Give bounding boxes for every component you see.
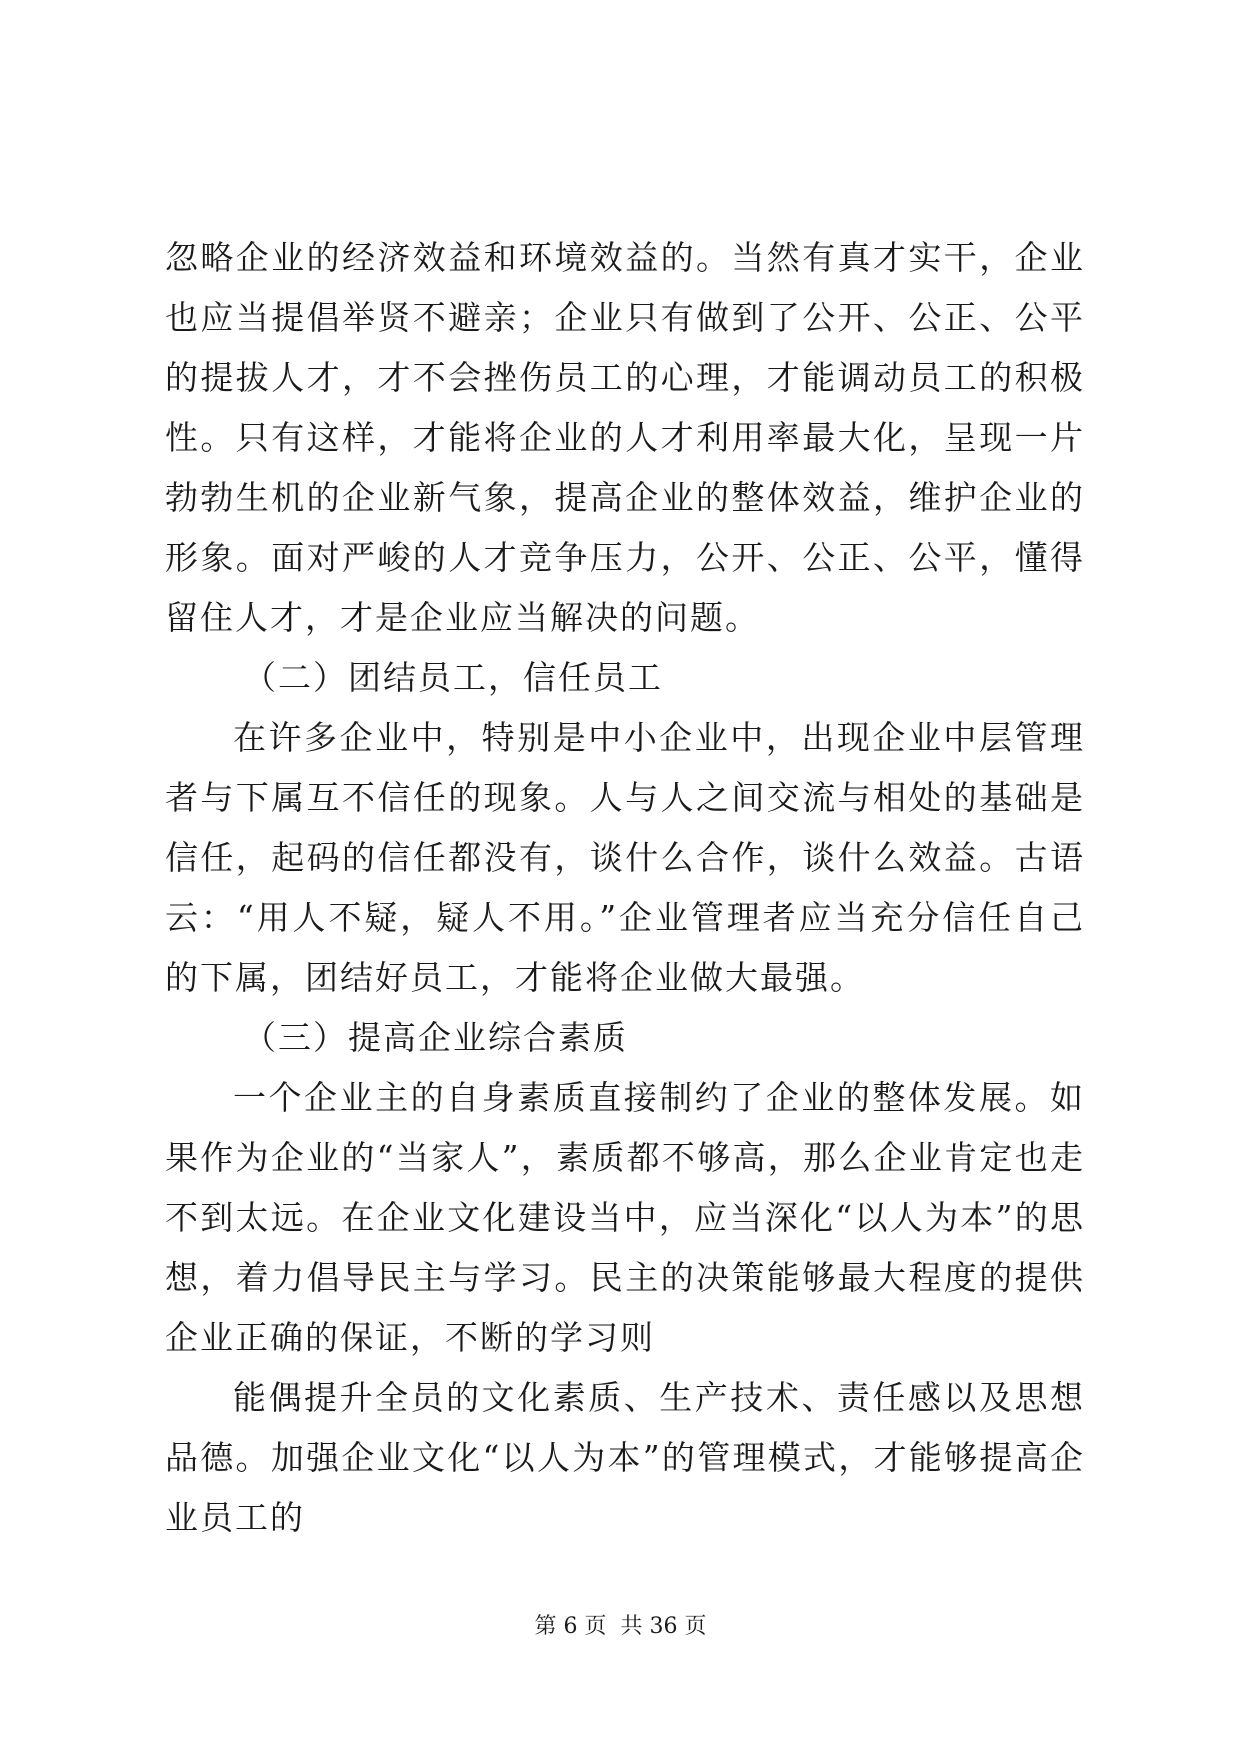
paragraph-continued: 忽略企业的经济效益和环境效益的。当然有真才实干，企业也应当提倡举贤不避亲；企业只有做到了公开、公正、公平的提拔人才，才不会挫伤员工的心理，才能调动员工的积极性。只有这样，才能将企业的人才利用率最大化，呈现一片勃勃生机的企业新气象，提高企业的整体效益，维护企业的形象。面对严峻的人才竞争压力，公开、公正、公平，懂得留住人才，才是企业应当解决的问题。 [165,238,1085,637]
paragraph-improve: 能偶提升全员的文化素质、生产技术、责任感以及思想品德。加强企业文化“以人为本”的管理模式，才能够提高企业员工的 [165,1378,1085,1537]
section-heading-3: （三）提高企业综合素质 [243,1018,628,1057]
section-heading-2: （二）团结员工，信任员工 [243,658,663,697]
page-number: 第 6 页 [534,1614,607,1639]
page-footer [0,1612,1241,1642]
paragraph-trust: 在许多企业中，特别是中小企业中，出现企业中层管理者与下属互不信任的现象。人与人之间交流与相处的基础是信任，起码的信任都没有，谈什么合作，谈什么效益。古语云：“用人不疑，疑人不用。”企业管理者应当充分信任自己的下属，团结好员工，才能将企业做大最强。 [165,718,1085,997]
paragraph-quality: 一个企业主的自身素质直接制约了企业的整体发展。如果作为企业的“当家人”，素质都不够高，那么企业肯定也走不到太远。在企业文化建设当中，应当深化“以人为本”的思想，着力倡导民主与学习。民主的决策能够最大程度的提供企业正确的保证，不断的学习则 [165,1078,1085,1357]
document-body [165,228,1085,1548]
page-total: 共 36 页 [620,1614,707,1639]
